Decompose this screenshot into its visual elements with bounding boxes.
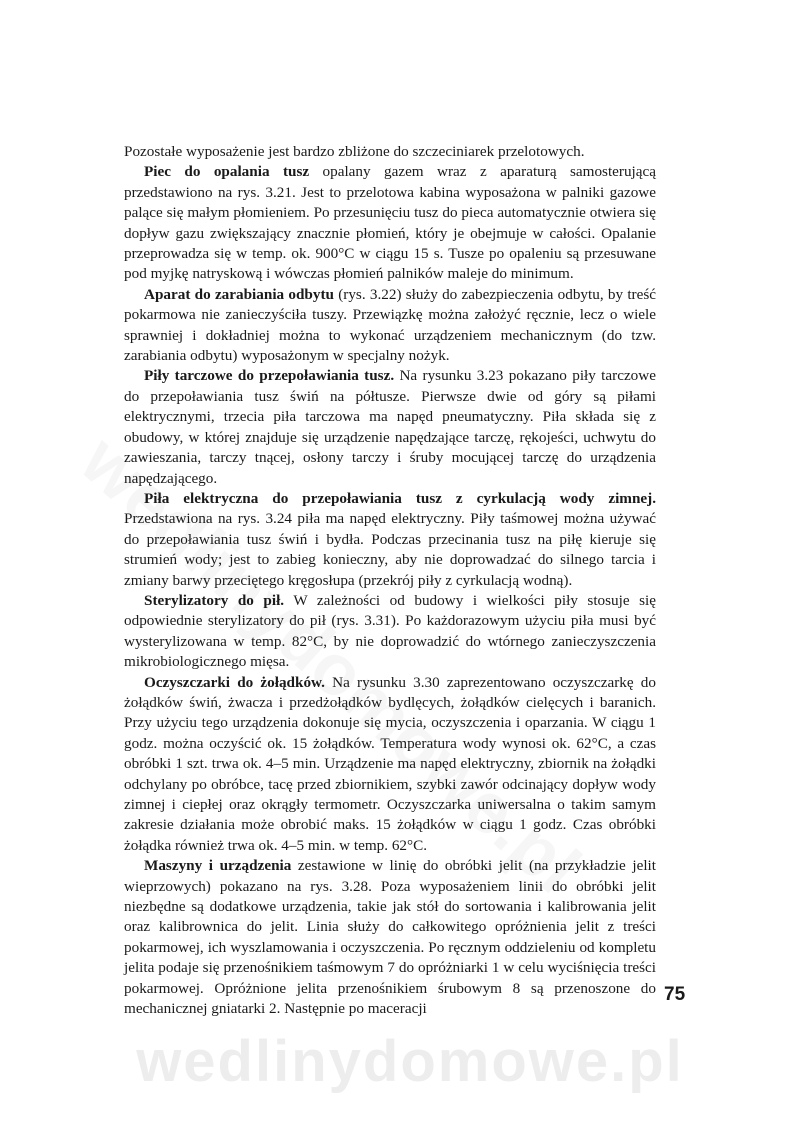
paragraph: Sterylizatory do pił. W zależności od budowy i wielkości piły stosuje się odpowiednie sterylizatory do pił (rys. 3.31). Po każdorazowym użyciu piła musi być wysterylizowana w temp. 82°C, by nie doprowadzić do wtórnego zanieczyszczenia mikrobiologicznego mięsa. — [124, 591, 656, 671]
paragraph-heading: Piły tarczowe do przepoławiania tusz. — [144, 367, 395, 385]
paragraph: Piec do opalania tusz opalany gazem wraz z aparaturą samosterującą przedstawiono na rys. 3.21. Jest to przelotowa kabina wyposażona w palniki gazowe palące się małym płomieniem. Po przesunięciu tusz do pieca automatycznie otwiera się dopływ gazu zwiększający znacznie płomień, który je obejmuje w całości. Opalanie przeprowadza się w temp. ok. 900°C w ciągu 15 s. Tusze po opaleniu są przesuwane pod myjkę natryskową i wówczas płomień palników maleje do minimum. — [124, 163, 656, 283]
paragraph: Aparat do zarabiania odbytu (rys. 3.22) służy do zabezpieczenia odbytu, by treść pokarmowa nie zanieczyściła tuszy. Przewiązkę można założyć ręcznie, lecz o wiele sprawniej i dokładniej można to wykonać urządzeniem mechanicznym (do tzw. zarabiania odbytu) wyposażonym w specjalny nożyk. — [124, 285, 656, 365]
paragraph: Oczyszczarki do żołądków. Na rysunku 3.30 zaprezentowano oczyszczarkę do żołądków świń, żwacza i przedżołądków bydlęcych, żołądków cielęcych i baranich. Przy użyciu tego urządzenia dokonuje się mycia, oczyszczenia i oparzania. W ciągu 1 godz. można oczyścić ok. 15 żołądków. Temperatura wody wynosi ok. 62°C, a czas obróbki 1 szt. trwa ok. 4–5 min. Urządzenie ma napęd elektryczny, zbiornik na żołądki odchylany po obróbce, tacę przed zbiornikiem, szybki zawór odcinający dopływ wody zimnej i ciepłej oraz okrągły termometr. Oczyszczarka uniwersalna o takim samym zakresie działania może obrobić maks. 15 żołądków w ciągu 1 godz. Czas obróbki żołądka również trwa ok. 4–5 min. w temp. 62°C. — [124, 673, 656, 854]
page-body — [124, 142, 656, 1019]
page-number: 75 — [664, 984, 686, 1005]
paragraph: Piły tarczowe do przepoławiania tusz. Na rysunku 3.23 pokazano piły tarczowe do przepoławiania tusz świń na półtusze. Pierwsze dwie od góry są piłami elektrycznymi, trzecia piła tarczowa ma napęd pneumatyczny. Piła składa się z obudowy, w której znajduje się urządzenie napędzające tarczę, rękojeści, uchwytu do zawieszania, tarczy tnącej, osłony tarczy i śruby mocującej tarczę do urządzenia napędzającego. — [124, 367, 656, 487]
paragraph-heading: Aparat do zarabiania odbytu — [144, 285, 334, 303]
paragraph-heading: Piec do opalania tusz — [144, 163, 310, 181]
paragraph: Pozostałe wyposażenie jest bardzo zbliżone do szczeciniarek przelotowych. — [124, 143, 585, 160]
paragraph-heading: Sterylizatory do pił. — [144, 591, 285, 609]
footer-watermark: wedlinydomowe.pl — [136, 1029, 684, 1094]
paragraph: Maszyny i urządzenia zestawione w linię do obróbki jelit (na przykładzie jelit wieprzowych) pokazano na rys. 3.28. Poza wyposażeniem linii do obróbki jelit niezbędne są dodatkowe urządzenia, takie jak stół do sortowania i kalibrowania jelit oraz kalibrownica do jelit. Linia służy do całkowitego opróżnienia jelit z treści pokarmowej, ich wyszlamowania i oczyszczenia. Po ręcznym oddzieleniu od kompletu jelita podaje się przenośnikiem taśmowym 7 do opróżniarki 1 w celu wyciśnięcia treści pokarmowej. Opróżnione jelita przenośnikiem śrubowym 8 są przenoszone do mechanicznej gniatarki 2. Następnie po maceracji — [124, 857, 656, 1018]
paragraph-heading: Piła elektryczna do przepoławiania tusz z cyrkulacją wody zimnej. — [144, 489, 656, 507]
paragraph-heading: Oczyszczarki do żołądków. — [144, 673, 325, 691]
paragraph-heading: Maszyny i urządzenia — [144, 857, 292, 875]
paragraph: Piła elektryczna do przepoławiania tusz z cyrkulacją wody zimnej. Przedstawiona na rys. 3.24 piła ma napęd elektryczny. Piły taśmowej można używać do przepoławiania tusz świń i bydła. Podczas przecinania tusz na piłę kieruje się strumień wody; jest to zabieg konieczny, aby nie doprowadzać do silnego tarcia i zmiany barwy przeciętego kręgosłupa (przekrój piły z cyrkulacją wodną). — [124, 489, 656, 589]
